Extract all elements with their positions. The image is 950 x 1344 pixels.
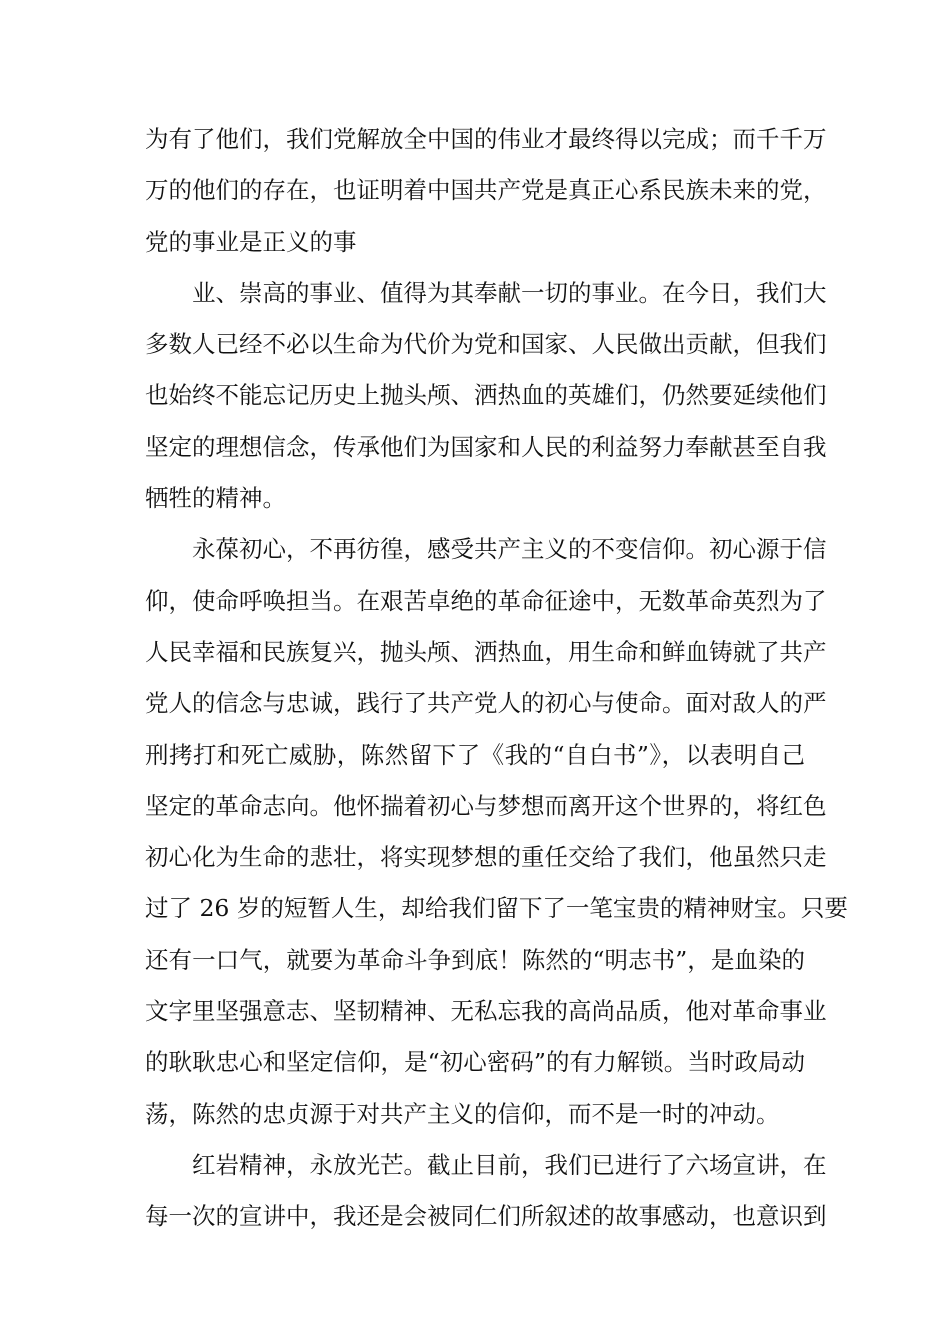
body-text	[145, 114, 848, 1243]
text-line: 万的他们的存在，也证明着中国共产党是真正心系民族未来的党，	[145, 176, 827, 205]
text-line: 也始终不能忘记历史上抛头颅、洒热血的英雄们，仍然要延续他们	[145, 381, 827, 410]
text-line: 业、崇高的事业、值得为其奉献一切的事业。在今日，我们大	[192, 278, 827, 307]
text-line: 坚定的理想信念，传承他们为国家和人民的利益努力奉献甚至自我	[145, 432, 827, 461]
text-line: 为有了他们，我们党解放全中国的伟业才最终得以完成；而千千万	[145, 125, 827, 153]
text-line: 荡，陈然的忠贞源于对共产主义的信仰，而不是一时的冲动。	[145, 1099, 780, 1128]
text-line: 还有一口气，就要为革命斗争到底！陈然的“明志书”，是血染的	[145, 945, 805, 974]
text-line: 过了 26 岁的短暂人生，却给我们留下了一笔宝贵的精神财宝。只要	[145, 894, 848, 923]
text-line: 党的事业是正义的事	[145, 227, 357, 256]
text-line: 刑拷打和死亡威胁，陈然留下了《我的“自白书”》，以表明自己	[145, 740, 805, 769]
text-line: 永葆初心，不再彷徨，感受共产主义的不变信仰。初心源于信	[192, 535, 827, 564]
text-line: 牺牲的精神。	[145, 484, 286, 513]
text-line: 文字里坚强意志、坚韧精神、无私忘我的高尚品质，他对革命事业	[145, 997, 827, 1026]
text-line: 人民幸福和民族复兴，抛头颅、洒热血，用生命和鲜血铸就了共产	[145, 637, 827, 666]
text-line: 多数人已经不必以生命为代价为党和国家、人民做出贡献，但我们	[145, 330, 827, 359]
text-line: 坚定的革命志向。他怀揣着初心与梦想而离开这个世界的，将红色	[145, 791, 827, 820]
text-line: 红岩精神，永放光芒。截止目前，我们已进行了六场宣讲，在	[192, 1150, 827, 1179]
text-line: 党人的信念与忠诚，践行了共产党人的初心与使命。面对敌人的严	[145, 689, 827, 718]
text-line: 初心化为生命的悲壮，将实现梦想的重任交给了我们，他虽然只走	[145, 843, 827, 872]
text-line: 仰，使命呼唤担当。在艰苦卓绝的革命征途中，无数革命英烈为了	[145, 586, 827, 615]
text-line: 每一次的宣讲中，我还是会被同仁们所叙述的故事感动，也意识到	[145, 1202, 827, 1231]
text-line: 的耿耿忠心和坚定信仰，是“初心密码”的有力解锁。当时政局动	[145, 1048, 805, 1077]
